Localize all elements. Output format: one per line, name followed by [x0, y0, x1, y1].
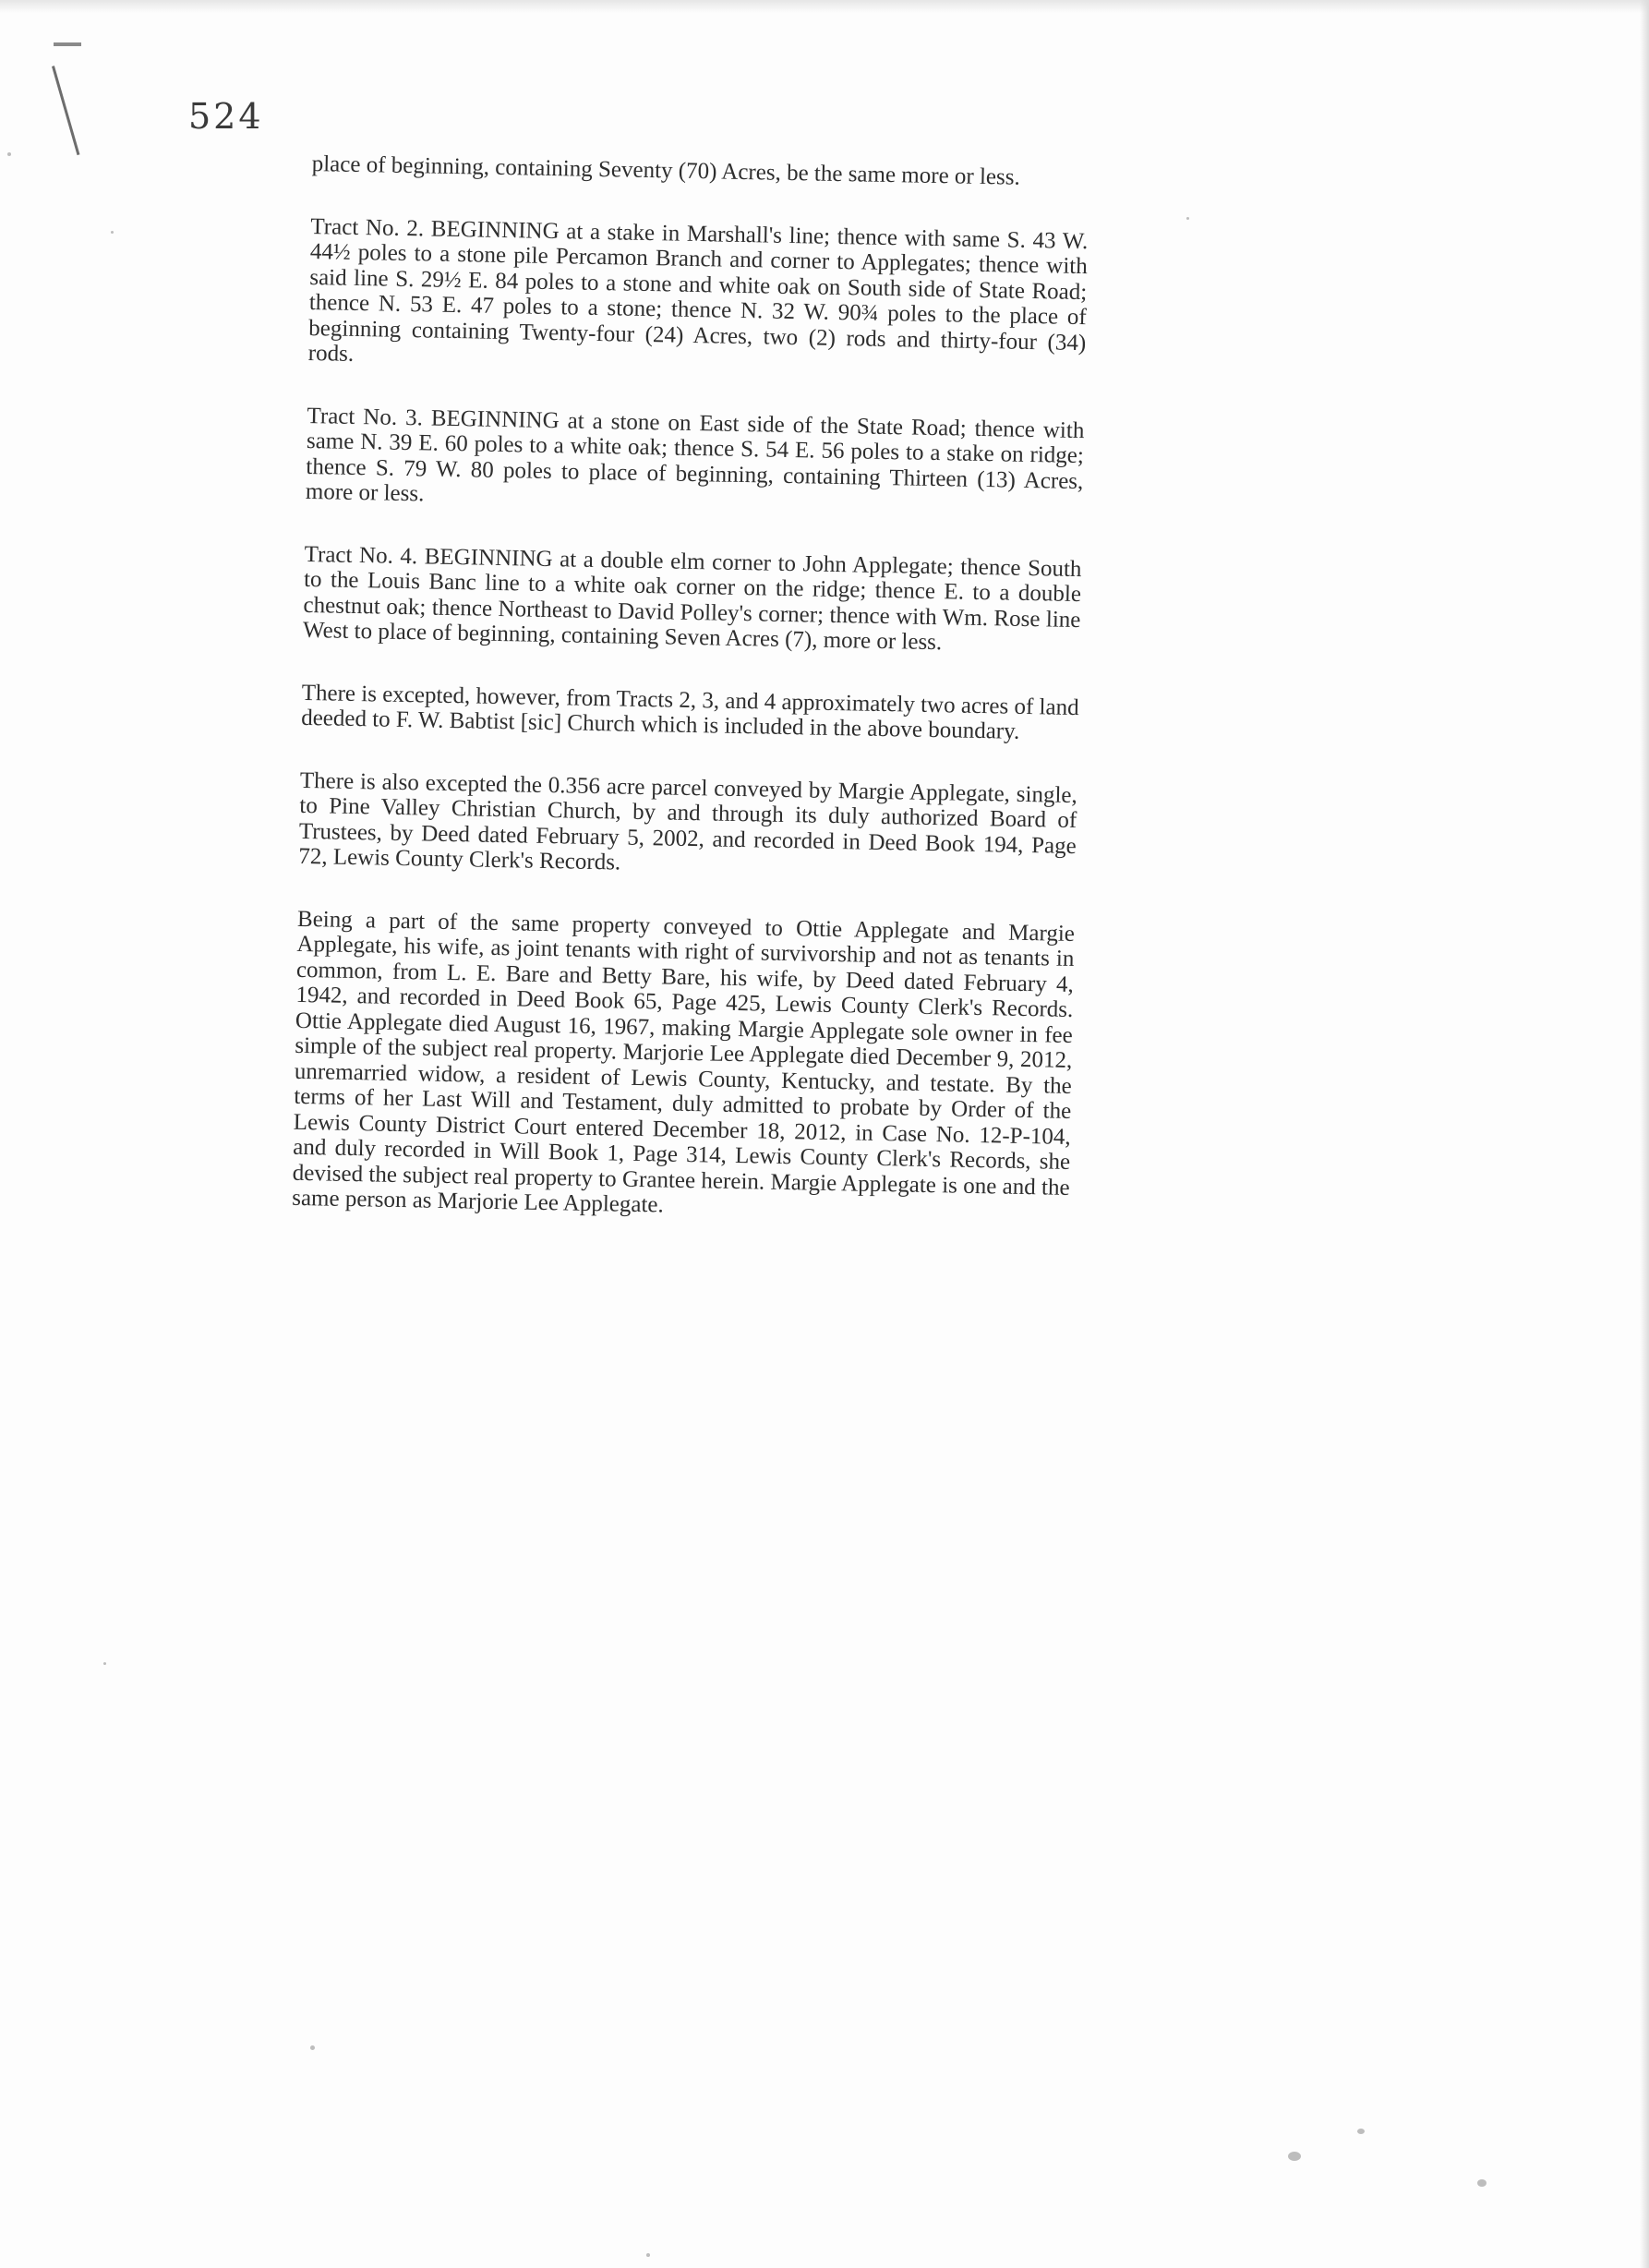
scan-speck — [7, 152, 11, 156]
page-number: 524 — [188, 96, 264, 137]
paragraph-tract-2: Tract No. 2. BEGINNING at a stake in Marshall's line; thence with same S. 43 W. 44½ poles to a stone pile Percamon Branch and corner to Applegates; thence with said line S. 29½ E. 84 poles to a stone and white oak on South side of State Road; thence N. 53 E. 47 poles to a stone; thence N. 32 W. 90¾ poles to the place of beginning containing Twenty-four (24) Acres, two (2) rods and thirty-four (34) rods. — [307, 213, 1089, 367]
scan-speck — [646, 2253, 650, 2257]
scan-corner-line — [52, 66, 79, 155]
paragraph-exception-church: There is excepted, however, from Tracts 2, 3, and 4 approximately two acres of land deeded to F. W. Babtist [sic] Church which is included in the above boundary. — [300, 680, 1079, 744]
scan-speck — [310, 2045, 315, 2050]
paragraph-tract-4: Tract No. 4. BEGINNING at a double elm corner to John Applegate; thence South to the Louis Banc line to a white oak corner on the ridge; thence E. to a double chestnut oak; thence Northeast to David Polley's corner; thence with Wm. Rose line West to place of beginning, containing Seven Acres (7), more or less. — [302, 541, 1082, 656]
deed-body — [291, 151, 1089, 1262]
scan-speck — [1357, 2129, 1365, 2134]
scan-top-edge — [0, 0, 1649, 13]
scan-corner-mark — [54, 42, 81, 46]
scan-speck — [1186, 217, 1189, 220]
paragraph-exception-parcel: There is also excepted the 0.356 acre parcel conveyed by Margie Applegate, single, to Pine Valley Christian Church, by and through its duly authorized Board of Trustees, by Deed dated February 5, 2002, and recorded in Deed Book 194, Page 72, Lewis County Clerk's Records. — [298, 767, 1078, 875]
scan-speck — [1288, 2152, 1301, 2161]
paragraph-source-of-title: Being a part of the same property conveyed to Ottie Applegate and Margie Applegate, his wife, as joint tenants with right of survivorship and not as tenants in common, from L. E. Bare and Betty Bare, his wife, by Deed dated February 4, 1942, and recorded in Deed Book 65, Page 425, Lewis County Clerk's Records. Ottie Applegate died August 16, 1967, making Margie Applegate sole owner in fee simple of the subject real property. Marjorie Lee Applegate died December 9, 2012, unremarried widow, a resident of Lewis County, Kentucky, and testate. By the terms of her Last Will and Testament, duly admitted to probate by Order of the Lewis County District Court entered December 18, 2012, in Case No. 12-P-104, and duly recorded in Will Book 1, Page 314, Lewis County Clerk's Records, she devised the subject real property to Grantee herein. Margie Applegate is one and the same person as Marjorie Lee Applegate. — [291, 906, 1076, 1218]
paragraph-tract-3: Tract No. 3. BEGINNING at a stone on East side of the State Road; thence with same N. 39 E. 60 poles to a white oak; thence S. 54 E. 56 poles to a stake on ridge; thence S. 79 W. 80 poles to place of beginning, containing Thirteen (13) Acres, more or less. — [305, 403, 1085, 507]
paragraph-closing: place of beginning, containing Seventy (70) Acres, be the same more or less. — [311, 151, 1020, 190]
scan-speck — [1477, 2179, 1487, 2187]
scan-right-edge — [1640, 0, 1649, 2268]
scan-speck — [111, 231, 114, 234]
scan-speck — [103, 1662, 106, 1665]
